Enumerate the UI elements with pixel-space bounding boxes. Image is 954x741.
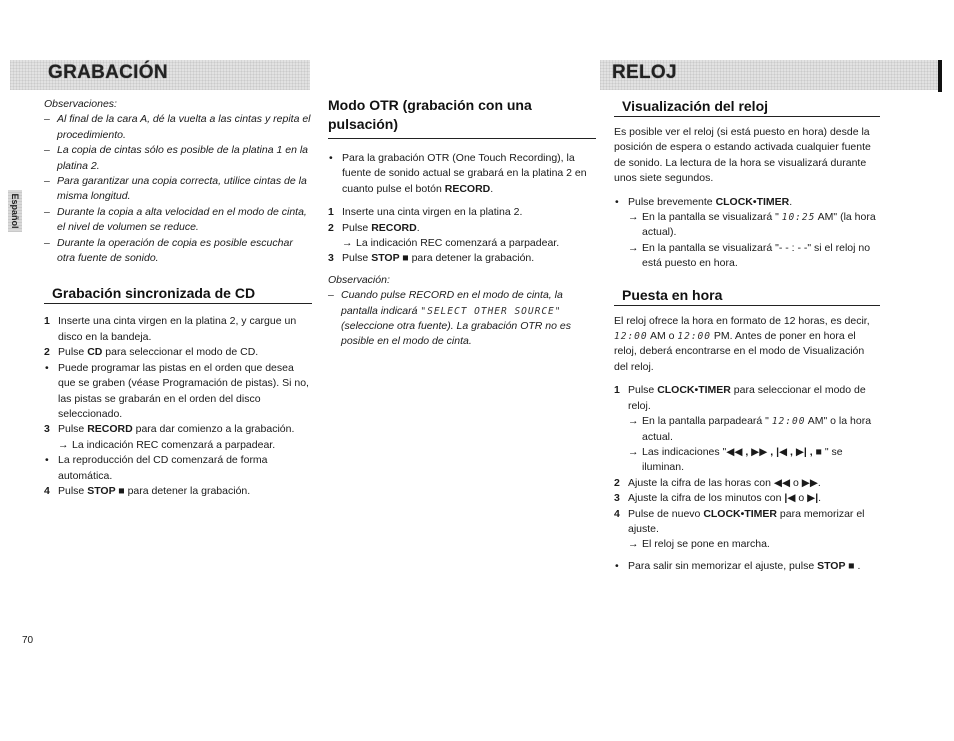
observation-item: – Al final de la cara A, dé la vuelta a las cintas y repita el procedimiento. <box>44 113 311 141</box>
heading-puesta-en-hora: Puesta en hora <box>614 286 880 306</box>
bullet-item: • Para la grabación OTR (One Touch Recording), la fuente de sonido actual se grabará en la platina 2 en cuanto pulse el botón RECORD. <box>329 152 587 195</box>
language-tab <box>8 190 22 232</box>
observation-item: – Cuando pulse RECORD en el modo de cinta, la pantalla indicará "SELECT OTHER SOURCE" (seleccione otra fuente). La grabación OTR no es posible en el modo de cinta. <box>328 289 571 348</box>
arrow-note: → El reloj se pone en marcha. <box>628 538 770 551</box>
step-4: 4 Pulse de nuevo CLOCK•TIMER para memorizar el ajuste. <box>614 507 865 535</box>
arrow-note: → La indicación REC comenzará a parpadear. <box>58 438 276 451</box>
column-left <box>44 97 312 499</box>
heading-modo-otr: Modo OTR (grabación con una pulsación) <box>328 97 532 132</box>
arrow-note: → En la pantalla se visualizará "- - : - -" si el reloj no está puesto en hora. <box>628 241 871 270</box>
header-band-edge <box>938 60 942 92</box>
step-2: 2 Pulse CD para seleccionar el modo de CD. <box>44 346 259 359</box>
heading-visualizacion-reloj: Visualización del reloj <box>614 97 880 117</box>
observation-item: – La copia de cintas sólo es posible de la platina 1 en la platina 2. <box>44 144 309 172</box>
step-4: 4 Pulse STOP ■ para detener la grabación. <box>44 484 251 497</box>
paragraph: El reloj ofrece la hora en formato de 12 horas, es decir, 12:00 AM o 12:00 PM. Antes de poner en hora el reloj, deberá encontrarse en el modo de Visualización del reloj. <box>614 314 870 373</box>
page-number: 70 <box>22 635 34 646</box>
bullet-item: • Para salir sin memorizar el ajuste, pulse STOP ■ . <box>615 559 861 572</box>
step-2: 2 Ajuste la cifra de las horas con ◀◀ o ▶▶. <box>614 476 821 489</box>
paragraph: Es posible ver el reloj (si está puesto en hora) desde la posición de espera o estando activada cualquier fuente de sonido. La lectura de la hora se visualizará durante unos siete segundos. <box>614 126 871 185</box>
bullet-item: • Puede programar las pistas en el orden que desea que se graben (véase Programación de pistas). Si no, las pistas se grabarán en el orden del disco seleccionado. <box>45 361 309 420</box>
observations-label: Observaciones: <box>44 98 117 110</box>
heading-rule <box>328 138 596 139</box>
bullet-item: • La reproducción del CD comenzará de forma automática. <box>45 454 268 482</box>
arrow-note: → La indicación REC comenzará a parpadear. <box>342 237 560 250</box>
step-3: 3 Ajuste la cifra de los minutos con |◀ o ▶|. <box>614 492 822 505</box>
column-right <box>614 97 880 574</box>
arrow-note: → En la pantalla se visualizará " 10:25 AM" (la hora actual). <box>628 211 876 239</box>
step-1: 1 Pulse CLOCK•TIMER para seleccionar el modo de reloj. <box>614 384 866 412</box>
arrow-note: → En la pantalla parpadeará " 12:00 AM" o la hora actual. <box>628 415 872 443</box>
observation-item: – Durante la operación de copia es posible escuchar otra fuente de sonido. <box>44 236 293 265</box>
section-title-reloj: RELOJ <box>612 62 677 83</box>
column-middle <box>328 96 596 350</box>
language-tab-label: Español <box>10 193 20 229</box>
section-title-grabacion: GRABACIÓN <box>48 62 168 83</box>
bullet-item: • Pulse brevemente CLOCK•TIMER. <box>615 195 793 208</box>
arrow-note: → Las indicaciones "◀◀ , ▶▶ , |◀ , ▶| , ■ " se iluminan. <box>628 445 843 474</box>
step-1: 1 Inserte una cinta virgen en la platina 2, y cargue un disco en la bandeja. <box>44 315 297 343</box>
observation-item: – Durante la copia a alta velocidad en el modo de cinta, el nivel de volumen se reduce. <box>44 205 307 234</box>
step-3: 3 Pulse RECORD para dar comienzo a la grabación. <box>44 423 295 436</box>
heading-grabacion-sincronizada-cd: Grabación sincronizada de CD <box>44 284 312 304</box>
observation-label: Observación: <box>328 273 390 286</box>
observation-item: – Para garantizar una copia correcta, utilice cintas de la misma longitud. <box>44 175 307 203</box>
step-3: 3 Pulse STOP ■ para detener la grabación. <box>328 252 535 265</box>
step-1: 1 Inserte una cinta virgen en la platina 2. <box>328 206 523 219</box>
step-2: 2 Pulse RECORD. <box>328 221 420 234</box>
